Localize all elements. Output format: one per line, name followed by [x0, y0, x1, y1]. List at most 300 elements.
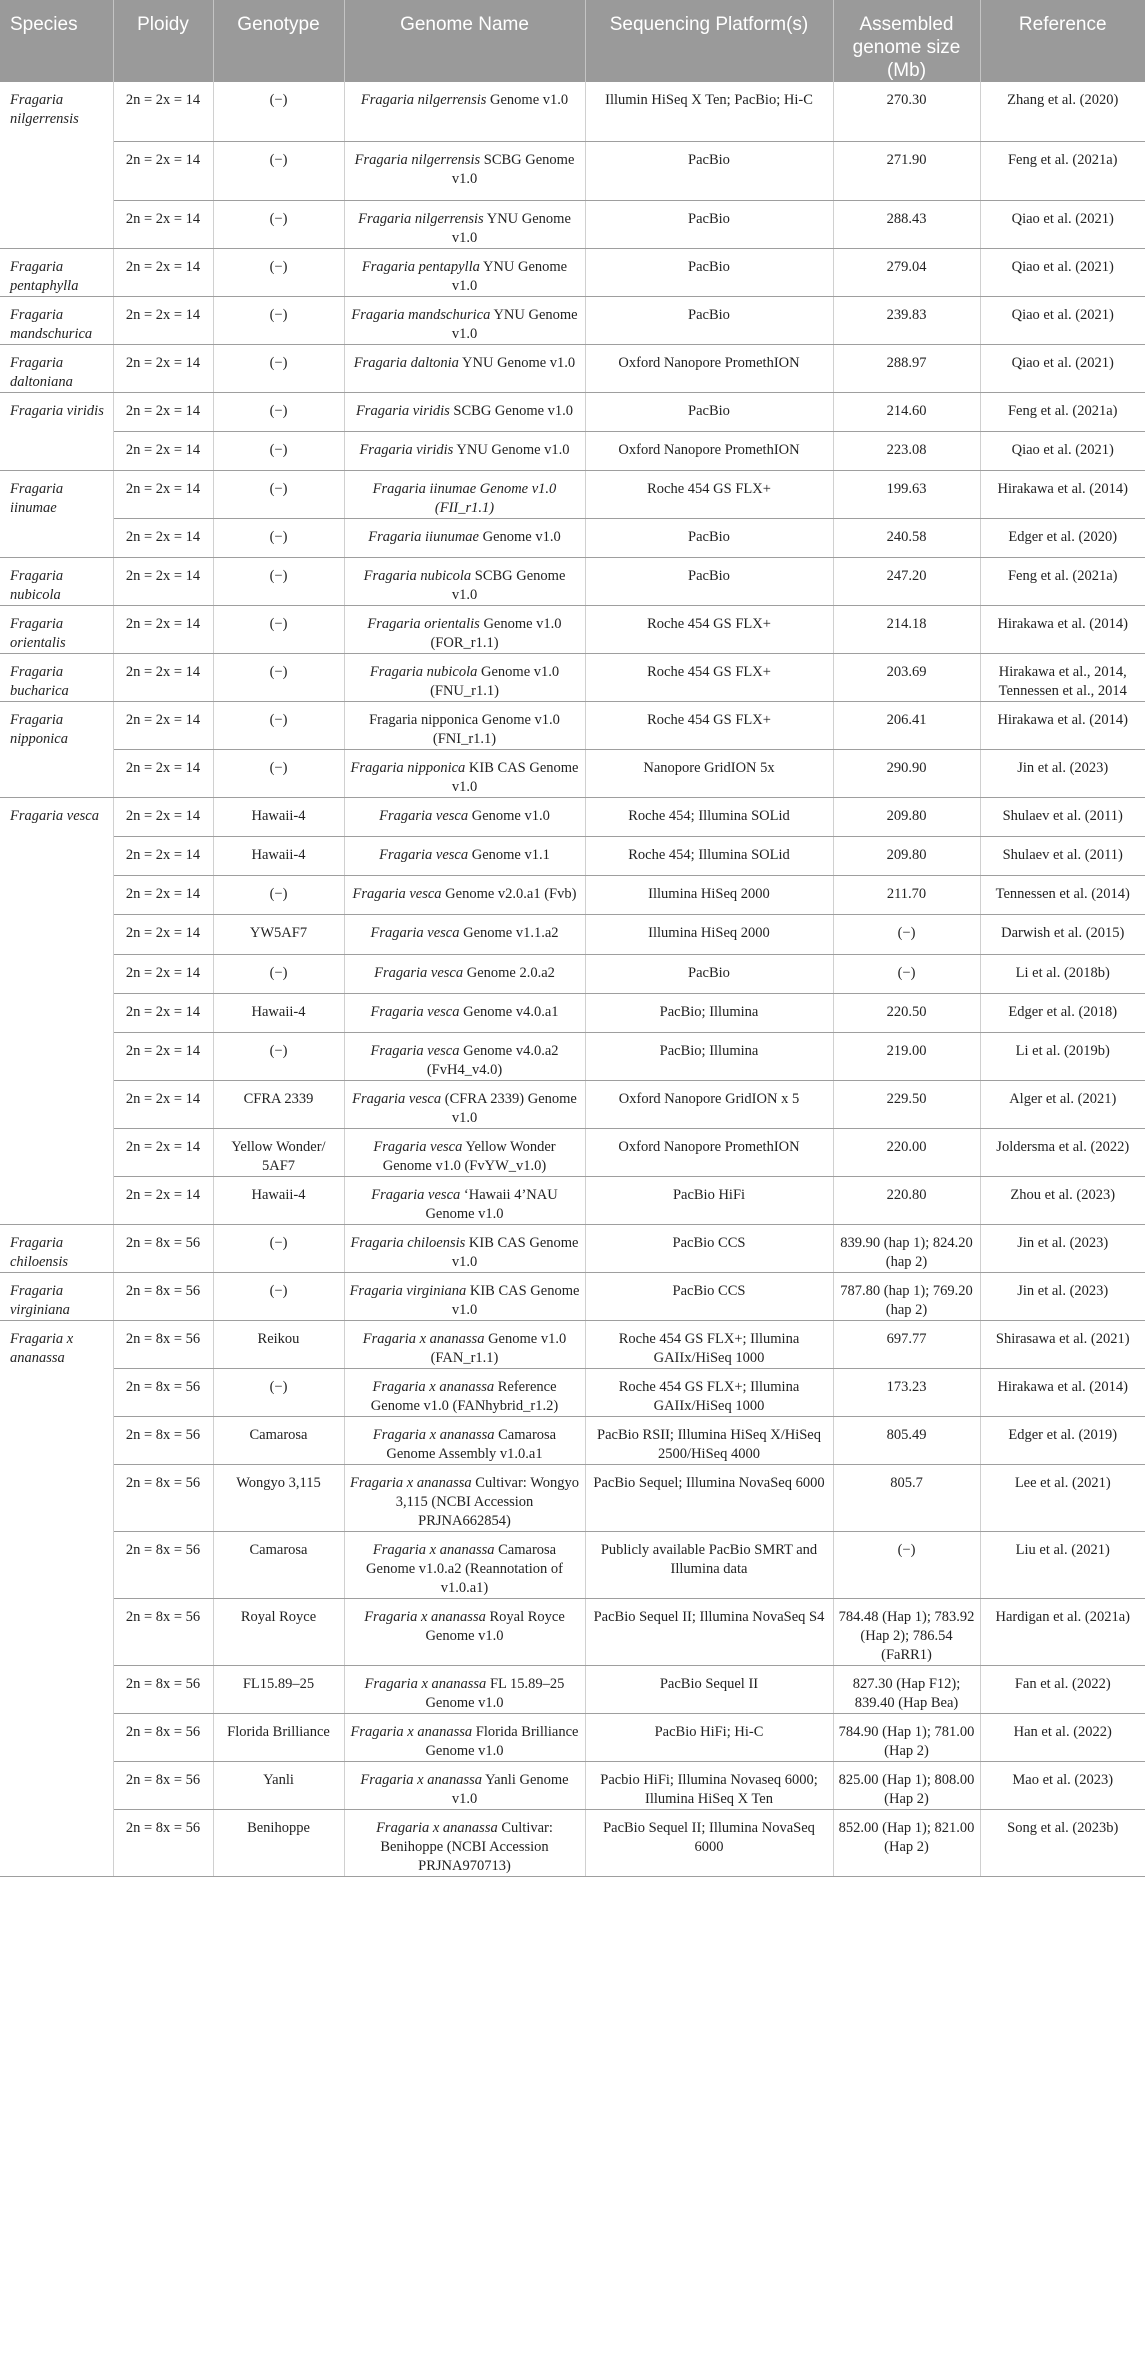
size-cell: 784.90 (Hap 1); 781.00 (Hap 2) — [833, 1713, 980, 1761]
reference-cell: Feng et al. (2021a) — [980, 392, 1145, 431]
size-cell: 279.04 — [833, 248, 980, 296]
ploidy-cell: 2n = 2x = 14 — [113, 200, 213, 248]
platform-cell: PacBio Sequel II — [585, 1665, 833, 1713]
ploidy-cell: 2n = 2x = 14 — [113, 701, 213, 749]
size-cell: 247.20 — [833, 557, 980, 605]
genome-name-cell — [344, 836, 585, 875]
genome-name-species: Fragaria vesca — [352, 1090, 442, 1107]
ploidy-cell: 2n = 8x = 56 — [113, 1320, 213, 1368]
genome-name-version: SCBG Genome v1.0 — [451, 151, 575, 187]
platform-cell: PacBio HiFi — [585, 1176, 833, 1224]
ploidy-cell: 2n = 8x = 56 — [113, 1368, 213, 1416]
platform-cell: Oxford Nanopore GridION x 5 — [585, 1080, 833, 1128]
table-row — [0, 954, 1145, 993]
species-cell: Fragaria vesca — [0, 797, 113, 1224]
reference-cell: Hardigan et al. (2021a) — [980, 1598, 1145, 1665]
genome-name-species: Fragaria x ananassa — [376, 1819, 498, 1836]
size-cell: 214.18 — [833, 605, 980, 653]
genome-name-species: Fragaria vesca — [373, 1138, 463, 1155]
table-row — [0, 1761, 1145, 1809]
genome-name-species: Fragaria nipponica — [350, 759, 466, 776]
genome-name-cell — [344, 875, 585, 914]
genotype-cell: (−) — [213, 875, 344, 914]
size-cell: 206.41 — [833, 701, 980, 749]
ploidy-cell: 2n = 2x = 14 — [113, 296, 213, 344]
genome-name-cell — [344, 1761, 585, 1809]
table-row — [0, 701, 1145, 749]
genome-name-version: KIB CAS Genome v1.0 — [451, 1282, 580, 1318]
genome-name-species: Fragaria viridis — [355, 402, 450, 419]
genotype-cell: Camarosa — [213, 1416, 344, 1464]
size-cell: 203.69 — [833, 653, 980, 701]
ploidy-cell: 2n = 2x = 14 — [113, 875, 213, 914]
reference-cell: Tennessen et al. (2014) — [980, 875, 1145, 914]
genome-name-species: Fragaria vesca — [379, 807, 469, 824]
platform-cell: PacBio — [585, 557, 833, 605]
genotype-cell: (−) — [213, 296, 344, 344]
genotype-cell: Florida Brilliance — [213, 1713, 344, 1761]
reference-cell: Edger et al. (2018) — [980, 993, 1145, 1032]
genome-name-version: Genome v1.0 (FAN_r1.1) — [430, 1330, 567, 1366]
genome-name-version: Genome v1.0 (FNU_r1.1) — [430, 663, 560, 699]
genome-name-species: Fragaria nubicola — [363, 567, 472, 584]
genotype-cell: (−) — [213, 141, 344, 200]
ploidy-cell: 2n = 2x = 14 — [113, 954, 213, 993]
platform-cell: Illumin HiSeq X Ten; PacBio; Hi-C — [585, 82, 833, 141]
reference-cell: Qiao et al. (2021) — [980, 344, 1145, 392]
reference-cell: Hirakawa et al., 2014, Tennessen et al., 2014 — [980, 653, 1145, 701]
platform-cell: Oxford Nanopore PromethION — [585, 344, 833, 392]
platform-cell: PacBio — [585, 248, 833, 296]
platform-cell: Roche 454; Illumina SOLid — [585, 836, 833, 875]
ploidy-cell: 2n = 2x = 14 — [113, 470, 213, 518]
genotype-cell: (−) — [213, 701, 344, 749]
genome-name-cell — [344, 797, 585, 836]
genome-name-cell — [344, 1176, 585, 1224]
genotype-cell: (−) — [213, 392, 344, 431]
genome-name-cell — [344, 141, 585, 200]
genome-name-species: Fragaria viridis — [359, 441, 454, 458]
ploidy-cell: 2n = 2x = 14 — [113, 1032, 213, 1080]
ploidy-cell: 2n = 8x = 56 — [113, 1761, 213, 1809]
genome-name-species: Fragaria vesca — [371, 1186, 461, 1203]
genotype-cell: Hawaii-4 — [213, 993, 344, 1032]
genome-name-version: Royal Royce Genome v1.0 — [425, 1608, 565, 1644]
genome-name-species: Fragaria nilgerrensis — [354, 151, 481, 168]
genome-name-cell — [344, 701, 585, 749]
ploidy-cell: 2n = 8x = 56 — [113, 1464, 213, 1531]
genome-name-version: Genome v4.0.a1 — [459, 1003, 559, 1020]
size-cell: 839.90 (hap 1); 824.20 (hap 2) — [833, 1224, 980, 1272]
genotype-cell: (−) — [213, 1272, 344, 1320]
ploidy-cell: 2n = 8x = 56 — [113, 1224, 213, 1272]
genome-name-version: Yellow Wonder Genome v1.0 (FvYW_v1.0) — [382, 1138, 556, 1174]
genome-name-species: Fragaria mandschurica — [351, 306, 491, 323]
ploidy-cell: 2n = 2x = 14 — [113, 82, 213, 141]
platform-cell: Oxford Nanopore PromethION — [585, 1128, 833, 1176]
table-row — [0, 1416, 1145, 1464]
platform-cell: Illumina HiSeq 2000 — [585, 875, 833, 914]
reference-cell: Darwish et al. (2015) — [980, 914, 1145, 954]
reference-cell: Lee et al. (2021) — [980, 1464, 1145, 1531]
genotype-cell: (−) — [213, 954, 344, 993]
genome-name-version: Genome v1.1.a2 — [459, 924, 559, 941]
genome-name-cell — [344, 1032, 585, 1080]
species-cell: Fragaria nipponica — [0, 701, 113, 797]
table-row — [0, 518, 1145, 557]
size-cell: 805.7 — [833, 1464, 980, 1531]
genome-name-version: (CFRA 2339) Genome v1.0 — [441, 1090, 577, 1126]
species-cell: Fragaria virginiana — [0, 1272, 113, 1320]
genome-name-species: Fragaria x ananassa — [364, 1675, 487, 1692]
genome-name-species: Fragaria virginiana — [349, 1282, 467, 1299]
table-row — [0, 1080, 1145, 1128]
platform-cell: Nanopore GridION 5x — [585, 749, 833, 797]
table-row — [0, 1224, 1145, 1272]
genotype-cell: CFRA 2339 — [213, 1080, 344, 1128]
ploidy-cell: 2n = 2x = 14 — [113, 557, 213, 605]
table-row — [0, 557, 1145, 605]
ploidy-cell: 2n = 2x = 14 — [113, 248, 213, 296]
reference-cell: Shulaev et al. (2011) — [980, 797, 1145, 836]
genome-name-cell — [344, 344, 585, 392]
genotype-cell: Camarosa — [213, 1531, 344, 1598]
reference-cell: Alger et al. (2021) — [980, 1080, 1145, 1128]
platform-cell: Pacbio HiFi; Illumina Novaseq 6000; Illumina HiSeq X Ten — [585, 1761, 833, 1809]
size-cell: 209.80 — [833, 797, 980, 836]
ploidy-cell: 2n = 8x = 56 — [113, 1665, 213, 1713]
size-cell: 223.08 — [833, 431, 980, 470]
size-cell: 173.23 — [833, 1368, 980, 1416]
genome-name-cell — [344, 1080, 585, 1128]
genotype-cell: (−) — [213, 431, 344, 470]
header-genome-name: Genome Name — [344, 0, 585, 82]
table-row — [0, 993, 1145, 1032]
size-cell: 211.70 — [833, 875, 980, 914]
genotype-cell: (−) — [213, 749, 344, 797]
genome-name-cell — [344, 1665, 585, 1713]
reference-cell: Jin et al. (2023) — [980, 1272, 1145, 1320]
genome-name-version: Genome v1.0 — [486, 92, 569, 108]
ploidy-cell: 2n = 8x = 56 — [113, 1272, 213, 1320]
platform-cell: PacBio — [585, 392, 833, 431]
size-cell: (−) — [833, 954, 980, 993]
genome-name-version: FL 15.89–25 Genome v1.0 — [425, 1675, 565, 1711]
genome-name-version: Genome v1.0 — [479, 528, 561, 545]
reference-cell: Qiao et al. (2021) — [980, 200, 1145, 248]
reference-cell: Mao et al. (2023) — [980, 1761, 1145, 1809]
genotype-cell: (−) — [213, 653, 344, 701]
platform-cell: PacBio; Illumina — [585, 993, 833, 1032]
genome-name-species: Fragaria nilgerrensis — [360, 92, 487, 108]
genotype-cell: (−) — [213, 470, 344, 518]
genotype-cell: Yanli — [213, 1761, 344, 1809]
size-cell: 697.77 — [833, 1320, 980, 1368]
platform-cell: PacBio — [585, 954, 833, 993]
ploidy-cell: 2n = 2x = 14 — [113, 392, 213, 431]
reference-cell: Joldersma et al. (2022) — [980, 1128, 1145, 1176]
table-row — [0, 1598, 1145, 1665]
reference-cell: Zhang et al. (2020) — [980, 82, 1145, 141]
table-row — [0, 1176, 1145, 1224]
genome-name-cell — [344, 200, 585, 248]
ploidy-cell: 2n = 2x = 14 — [113, 605, 213, 653]
genome-name-version: Cultivar: Wongyo 3,115 (NCBI Accession PRJNA662854) — [395, 1474, 579, 1529]
genome-name-cell — [344, 1598, 585, 1665]
size-cell: 240.58 — [833, 518, 980, 557]
size-cell: 209.80 — [833, 836, 980, 875]
table-row — [0, 296, 1145, 344]
platform-cell: Oxford Nanopore PromethION — [585, 431, 833, 470]
reference-cell: Zhou et al. (2023) — [980, 1176, 1145, 1224]
species-cell: Fragaria mandschurica — [0, 296, 113, 344]
platform-cell: PacBio CCS — [585, 1224, 833, 1272]
table-row — [0, 749, 1145, 797]
genotype-cell: (−) — [213, 1224, 344, 1272]
genotype-cell: (−) — [213, 557, 344, 605]
ploidy-cell: 2n = 8x = 56 — [113, 1598, 213, 1665]
size-cell: 290.90 — [833, 749, 980, 797]
ploidy-cell: 2n = 2x = 14 — [113, 141, 213, 200]
genome-name-version: Fragaria nipponica Genome v1.0 (FNI_r1.1) — [369, 711, 560, 747]
ploidy-cell: 2n = 2x = 14 — [113, 344, 213, 392]
genome-name-cell — [344, 914, 585, 954]
genome-name-species: Fragaria x ananassa — [362, 1330, 485, 1347]
genome-name-species: Fragaria x ananassa — [364, 1608, 486, 1625]
genome-name-species: Fragaria nilgerrensis — [358, 210, 484, 227]
genotype-cell: Hawaii-4 — [213, 836, 344, 875]
table-row — [0, 1368, 1145, 1416]
platform-cell: PacBio Sequel II; Illumina NovaSeq 6000 — [585, 1809, 833, 1876]
table-row — [0, 470, 1145, 518]
reference-cell: Jin et al. (2023) — [980, 1224, 1145, 1272]
genotype-cell: (−) — [213, 518, 344, 557]
size-cell: 805.49 — [833, 1416, 980, 1464]
header-sequencing-platforms: Sequencing Platform(s) — [585, 0, 833, 82]
table-row — [0, 82, 1145, 141]
platform-cell: Illumina HiSeq 2000 — [585, 914, 833, 954]
genome-name-cell — [344, 653, 585, 701]
genome-name-species: Fragaria x ananassa — [372, 1426, 495, 1443]
genome-name-version: SCBG Genome v1.0 — [449, 402, 574, 419]
reference-cell: Feng et al. (2021a) — [980, 141, 1145, 200]
table-row — [0, 1320, 1145, 1368]
table-body — [0, 82, 1145, 1876]
genome-name-species: Fragaria x ananassa — [350, 1474, 472, 1491]
genome-name-species: Fragaria vesca — [379, 846, 469, 863]
genome-name-version: KIB CAS Genome v1.0 — [451, 759, 579, 795]
ploidy-cell: 2n = 2x = 14 — [113, 836, 213, 875]
header-species: Species — [0, 0, 113, 82]
ploidy-cell: 2n = 8x = 56 — [113, 1531, 213, 1598]
ploidy-cell: 2n = 2x = 14 — [113, 431, 213, 470]
genotype-cell: Benihoppe — [213, 1809, 344, 1876]
table-row — [0, 200, 1145, 248]
table-row — [0, 875, 1145, 914]
genome-name-species: Fragaria iinumae Genome v1.0 (FII_r1.1) — [372, 480, 557, 516]
genome-name-cell — [344, 1531, 585, 1598]
genome-name-cell — [344, 749, 585, 797]
genome-name-cell — [344, 1809, 585, 1876]
header-ploidy: Ploidy — [113, 0, 213, 82]
genome-name-cell — [344, 1713, 585, 1761]
ploidy-cell: 2n = 8x = 56 — [113, 1713, 213, 1761]
reference-cell: Feng et al. (2021a) — [980, 557, 1145, 605]
reference-cell: Li et al. (2019b) — [980, 1032, 1145, 1080]
platform-cell: PacBio — [585, 518, 833, 557]
table-row — [0, 1809, 1145, 1876]
reference-cell: Shirasawa et al. (2021) — [980, 1320, 1145, 1368]
ploidy-cell: 2n = 2x = 14 — [113, 749, 213, 797]
reference-cell: Han et al. (2022) — [980, 1713, 1145, 1761]
genome-name-cell — [344, 248, 585, 296]
genome-name-species: Fragaria x ananassa — [372, 1378, 495, 1395]
genotype-cell: (−) — [213, 1368, 344, 1416]
size-cell: 220.00 — [833, 1128, 980, 1176]
ploidy-cell: 2n = 2x = 14 — [113, 1080, 213, 1128]
ploidy-cell: 2n = 2x = 14 — [113, 1128, 213, 1176]
genome-name-species: Fragaria x ananassa — [350, 1723, 473, 1740]
size-cell: 199.63 — [833, 470, 980, 518]
header-assembled-size: Assembled genome size (Mb) — [833, 0, 980, 82]
species-cell: Fragaria nubicola — [0, 557, 113, 605]
size-cell: 288.97 — [833, 344, 980, 392]
table-row — [0, 344, 1145, 392]
reference-cell: Qiao et al. (2021) — [980, 296, 1145, 344]
table-row — [0, 392, 1145, 431]
genome-name-cell — [344, 557, 585, 605]
reference-cell: Qiao et al. (2021) — [980, 248, 1145, 296]
genome-name-species: Fragaria vesca — [370, 924, 460, 941]
genome-name-version: KIB CAS Genome v1.0 — [451, 1234, 579, 1270]
genome-name-version: Yanli Genome v1.0 — [451, 1771, 569, 1807]
table-row — [0, 1272, 1145, 1320]
species-cell: Fragaria bucharica — [0, 653, 113, 701]
genome-name-version: ‘Hawaii 4’NAU Genome v1.0 — [425, 1186, 558, 1222]
genotype-cell: Yellow Wonder/ 5AF7 — [213, 1128, 344, 1176]
size-cell: 271.90 — [833, 141, 980, 200]
platform-cell: Publicly available PacBio SMRT and Illumina data — [585, 1531, 833, 1598]
genome-name-version: Genome v1.1 — [468, 846, 550, 863]
platform-cell: PacBio RSII; Illumina HiSeq X/HiSeq 2500/HiSeq 4000 — [585, 1416, 833, 1464]
genotype-cell: (−) — [213, 605, 344, 653]
genome-name-cell — [344, 605, 585, 653]
genome-name-species: Fragaria orientalis — [367, 615, 480, 632]
genome-name-species: Fragaria pentapylla — [361, 258, 480, 275]
species-cell: Fragaria orientalis — [0, 605, 113, 653]
reference-cell: Hirakawa et al. (2014) — [980, 605, 1145, 653]
size-cell: 229.50 — [833, 1080, 980, 1128]
platform-cell: Roche 454; Illumina SOLid — [585, 797, 833, 836]
table-row — [0, 431, 1145, 470]
platform-cell: Roche 454 GS FLX+ — [585, 653, 833, 701]
species-cell: Fragaria viridis — [0, 392, 113, 470]
genome-name-version: Florida Brilliance Genome v1.0 — [425, 1723, 579, 1759]
genome-name-version: Genome v1.0 — [468, 807, 550, 824]
ploidy-cell: 2n = 2x = 14 — [113, 1176, 213, 1224]
genome-name-cell — [344, 1416, 585, 1464]
genome-name-version: Camarosa Genome Assembly v1.0.a1 — [386, 1426, 557, 1462]
size-cell: 852.00 (Hap 1); 821.00 (Hap 2) — [833, 1809, 980, 1876]
genotype-cell: (−) — [213, 82, 344, 141]
genome-name-species: Fragaria x ananassa — [372, 1541, 495, 1558]
size-cell: 239.83 — [833, 296, 980, 344]
genome-name-species: Fragaria chiloensis — [350, 1234, 466, 1251]
platform-cell: Roche 454 GS FLX+ — [585, 605, 833, 653]
platform-cell: PacBio; Illumina — [585, 1032, 833, 1080]
genome-name-species: Fragaria nubicola — [369, 663, 478, 680]
genome-name-cell — [344, 1320, 585, 1368]
genome-name-cell — [344, 1224, 585, 1272]
table-row — [0, 248, 1145, 296]
reference-cell: Jin et al. (2023) — [980, 749, 1145, 797]
table-row — [0, 1464, 1145, 1531]
platform-cell: PacBio Sequel II; Illumina NovaSeq S4 — [585, 1598, 833, 1665]
size-cell: 214.60 — [833, 392, 980, 431]
genome-name-cell — [344, 431, 585, 470]
size-cell: (−) — [833, 1531, 980, 1598]
header-reference: Reference — [980, 0, 1145, 82]
reference-cell: Shulaev et al. (2011) — [980, 836, 1145, 875]
table-row — [0, 836, 1145, 875]
header-genotype: Genotype — [213, 0, 344, 82]
genome-name-version: SCBG Genome v1.0 — [451, 567, 566, 603]
genome-name-version: Reference Genome v1.0 (FANhybrid_r1.2) — [370, 1378, 559, 1414]
genome-name-cell — [344, 470, 585, 518]
genome-name-cell — [344, 954, 585, 993]
size-cell: 219.00 — [833, 1032, 980, 1080]
genotype-cell: Hawaii-4 — [213, 797, 344, 836]
ploidy-cell: 2n = 2x = 14 — [113, 993, 213, 1032]
platform-cell: PacBio Sequel; Illumina NovaSeq 6000 — [585, 1464, 833, 1531]
size-cell: 220.50 — [833, 993, 980, 1032]
reference-cell: Hirakawa et al. (2014) — [980, 701, 1145, 749]
reference-cell: Edger et al. (2020) — [980, 518, 1145, 557]
platform-cell: Roche 454 GS FLX+ — [585, 701, 833, 749]
genome-name-version: YNU Genome v1.0 — [451, 306, 578, 342]
genotype-cell: Reikou — [213, 1320, 344, 1368]
genome-name-species: Fragaria vesca — [370, 1042, 460, 1059]
genome-name-species: Fragaria vesca — [374, 964, 464, 981]
genome-name-cell — [344, 1464, 585, 1531]
size-cell: 220.80 — [833, 1176, 980, 1224]
table-row — [0, 1665, 1145, 1713]
table-row — [0, 1128, 1145, 1176]
ploidy-cell: 2n = 2x = 14 — [113, 518, 213, 557]
platform-cell: PacBio — [585, 296, 833, 344]
size-cell: 270.30 — [833, 82, 980, 141]
genome-name-cell — [344, 392, 585, 431]
genome-name-version: Camarosa Genome v1.0.a2 (Reannotation of v1.0.a1) — [366, 1541, 563, 1596]
genome-name-cell — [344, 296, 585, 344]
table-row — [0, 605, 1145, 653]
genome-name-version: Genome v1.0 (FOR_r1.1) — [430, 615, 562, 651]
genome-name-species: Fragaria daltonia — [353, 354, 459, 371]
table-row — [0, 797, 1145, 836]
reference-cell: Song et al. (2023b) — [980, 1809, 1145, 1876]
table-row — [0, 653, 1145, 701]
size-cell: 827.30 (Hap F12); 839.40 (Hap Bea) — [833, 1665, 980, 1713]
genome-name-version: Cultivar: Benihoppe (NCBI Accession PRJNA970713) — [380, 1819, 553, 1874]
genome-name-cell — [344, 1368, 585, 1416]
size-cell: (−) — [833, 914, 980, 954]
reference-cell: Fan et al. (2022) — [980, 1665, 1145, 1713]
genome-name-version: YNU Genome v1.0 — [451, 258, 568, 294]
genome-name-species: Fragaria iiunumae — [368, 528, 479, 545]
ploidy-cell: 2n = 8x = 56 — [113, 1809, 213, 1876]
ploidy-cell: 2n = 2x = 14 — [113, 653, 213, 701]
size-cell: 288.43 — [833, 200, 980, 248]
